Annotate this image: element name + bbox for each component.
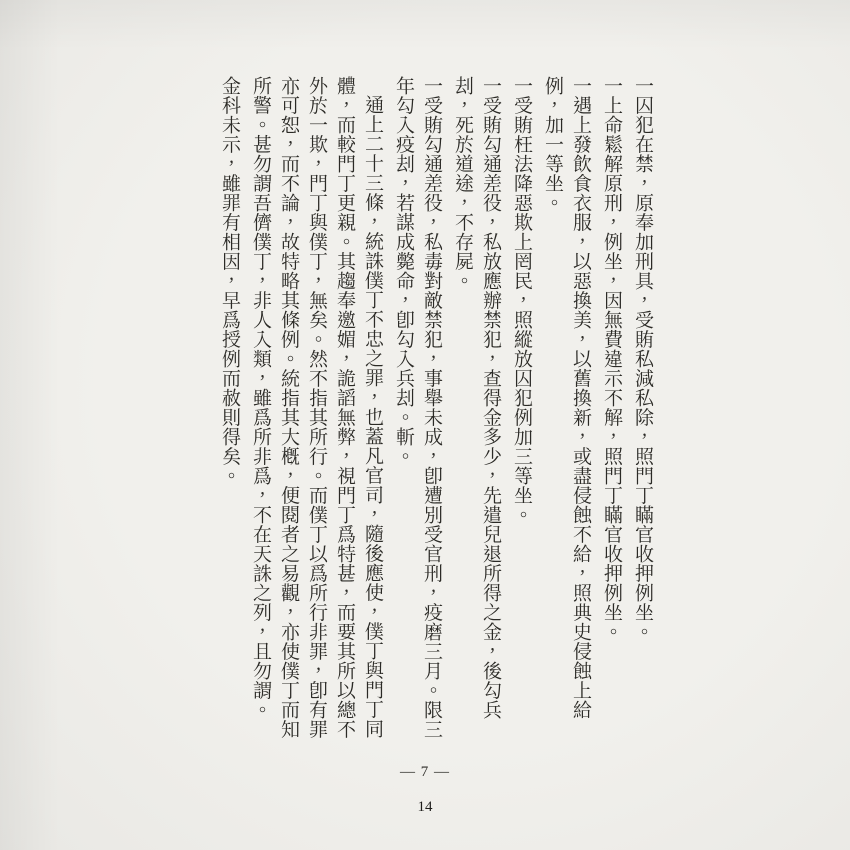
vertical-text-entry: 通上二十三條，統誅僕丁不忠之罪，也蓋凡官司，隨後應使，僕丁與門丁同體，而較門丁更親。其趨奉邀媚，詭謟無弊，視門丁爲特甚，而要其所以總不外於一欺，門丁與僕丁，無矣。然不指其所行。而僕丁以爲所行非罪，卽有罪亦可恕，而不論，故特略其條例。統指其大槪，便閱者之易觀，亦使僕丁而知所警。甚勿謂吾儕僕丁，非人入類，雖爲所非爲，不在天誅之列，且勿謂。 xyxy=(250,76,383,739)
vertical-text-entry: 金科未示，雖罪有相因，早爲授例而赦則得矣。 xyxy=(219,76,240,486)
scan-page-number: 14 xyxy=(417,799,433,815)
vertical-text-entry: 一受賄勾通差役，私毒對敵禁犯，事舉未成，卽遭別受官刑，疫磨三月。限三年勾入疫刦，若謀成斃命，卽勾入兵刦。斬。 xyxy=(393,76,442,739)
vertical-text-entry: 一受賄枉法降惡欺上罔民，照縱放囚犯例加三等坐。 xyxy=(511,76,532,525)
vertical-text-entry: 一受賄勾通差役，私放應辦禁犯，查得金多少，先遣兒退所得之金，後勾兵刦，死於道途，不存屍。 xyxy=(452,76,501,720)
book-page-number: — 7 — xyxy=(400,764,450,780)
vertical-text-block xyxy=(206,76,656,754)
vertical-text-entry: 一遇上發飲食衣服，以惡換美，以舊換新，或盡侵蝕不給，照典史侵蝕上給例，加一等坐。 xyxy=(542,76,591,720)
vertical-text-entry: 一囚犯在禁，原奉加刑具，受賄私減私除，照門丁瞞官收押例坐。 xyxy=(632,76,653,642)
vertical-text-entry: 一上命鬆解原刑，例坐，因無費違示不解，照門丁瞞官收押例坐。 xyxy=(601,76,622,642)
